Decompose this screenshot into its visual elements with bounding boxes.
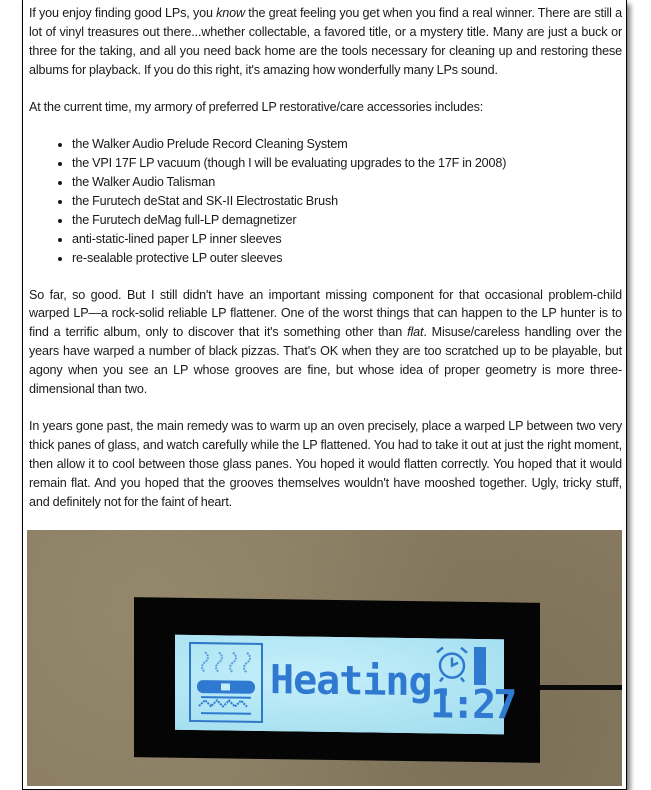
article-frame xyxy=(22,0,627,790)
list-item: • re-sealable protective LP outer sleeves xyxy=(72,249,622,268)
level-bar-icon xyxy=(474,646,486,684)
cable xyxy=(537,685,622,690)
flattener-text-end: . Misuse/careless handling over the years have warped a number of black pizzas. That's OK when they are too scratched up to be playable, but agony when you see an LP whose grooves are fine, but whose idea of proper geometry is more three-dimensional than two. xyxy=(29,325,622,397)
list-item: • anti-static-lined paper LP inner sleeves xyxy=(72,230,622,249)
list-item: • the Walker Audio Prelude Record Cleaning System xyxy=(72,135,622,154)
lcd-bezel xyxy=(134,597,540,763)
intro-paragraph xyxy=(29,4,622,80)
list-item: • the VPI 17F LP vacuum (though I will be evaluating upgrades to the 17F in 2008) xyxy=(72,154,622,173)
oven-paragraph: In years gone past, the main remedy was to warm up an oven precisely, place a warped LP between two very thick panes of glass, and watch carefully while the LP flattened. You had to take it out at just the right moment, then allow it to cool between those glass panes. You hoped it would flatten correctly. You hoped that it would remain flat. And you hoped that the grooves themselves wouldn't have mooshed together. Ugly, tricky stuff, and definitely not for the faint of heart. xyxy=(29,418,622,509)
intro-emphasis: know xyxy=(216,6,245,20)
accessories-list xyxy=(29,135,622,268)
lcd-screen xyxy=(175,634,515,734)
list-item: • the Furutech deStat and SK-II Electrostatic Brush xyxy=(72,192,622,211)
lcd-status-text: Heating. xyxy=(270,656,455,706)
intro-text-start: If you enjoy finding good LPs, you xyxy=(29,6,217,20)
accessories-intro: At the current time, my armory of preferred LP restorative/care accessories includes: xyxy=(29,99,484,114)
article-body xyxy=(29,4,622,512)
lcd-timer: 1:27 xyxy=(430,680,515,728)
flattener-emphasis: flat xyxy=(407,325,424,340)
lcd-photo xyxy=(27,530,622,786)
alarm-clock-icon xyxy=(433,644,471,683)
list-item: • the Furutech deMag full-LP demagnetizer xyxy=(72,211,622,230)
list-item: • the Walker Audio Talisman xyxy=(72,173,622,192)
flattener-paragraph xyxy=(29,286,622,399)
intro-text-end: the great feeling you get when you find a real winner. There are still a lot of vinyl treasures out there...whether collectable, a favored title, or a mystery title. Many are just a buck or three for the taking, and all you need back home are the tools necessary for cleaning up and restoring these albums for playback. If you do this right, it's amazing how wonderfully many LPs sound. xyxy=(29,6,622,77)
oven-heating-icon xyxy=(189,641,263,722)
flattener-text-start: So far, so good. But I still didn't have an important missing component for that occasional problem-child warped LP—a rock-solid reliable LP flattener. One of the worst things that can happen to the LP hunter is to find a terrific album, only to discover that it's something other than xyxy=(29,287,622,340)
